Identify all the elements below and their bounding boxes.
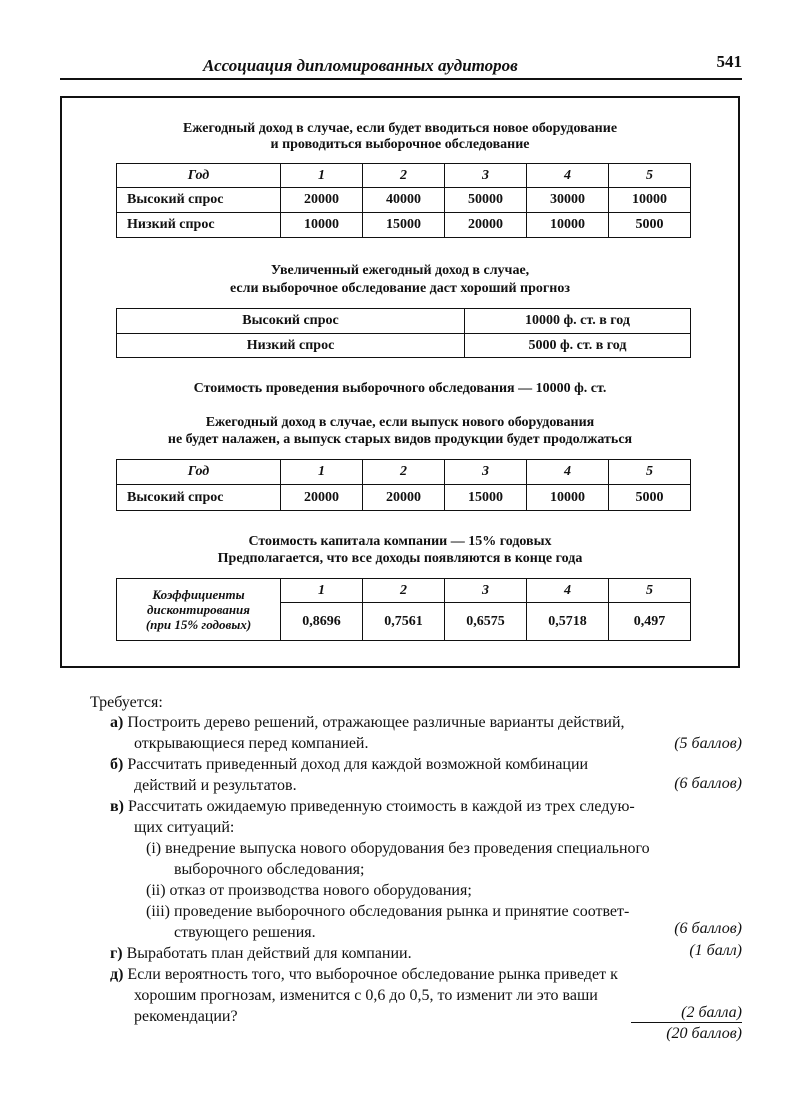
table-cell: 1: [281, 579, 363, 603]
row-label: Низкий спрос: [117, 213, 281, 238]
running-title: Ассоциация дипломированных аудиторов: [203, 56, 518, 75]
table-cell: 20000: [445, 213, 527, 238]
table-cell: 2: [363, 164, 445, 188]
item-g: [110, 945, 412, 963]
subitem-marker: (iii): [146, 903, 170, 920]
table-cell: 10000: [281, 213, 363, 238]
item-marker: д): [110, 966, 124, 983]
item-v-iii-line2: ствующего решения.: [174, 924, 316, 941]
requirements-title: Требуется:: [90, 694, 163, 711]
discount-label-line2: дисконтирования: [147, 602, 250, 617]
table-row: [117, 579, 691, 603]
survey-cost: Стоимость проведения выборочного обследования — 10000 ф. ст.: [193, 381, 607, 396]
table-cell: 0,497: [609, 603, 691, 641]
item-marker: в): [110, 798, 124, 815]
table-cell: 5000 ф. ст. в год: [465, 334, 691, 358]
table-row: [117, 334, 691, 358]
table-cell: 0,6575: [445, 603, 527, 641]
subitem-marker: (i): [146, 840, 162, 857]
table-row: [117, 460, 691, 485]
item-d: [110, 966, 618, 984]
table-cell: 10000 ф. ст. в год: [465, 309, 691, 334]
table-cell: 20000: [281, 188, 363, 213]
table-cell: 40000: [363, 188, 445, 213]
table2-caption-line2: если выборочное обследование даст хороший прогноз: [230, 281, 570, 296]
income-with-survey-table: [116, 163, 691, 238]
table-cell: 5000: [609, 485, 691, 511]
item-v-i-line1: внедрение выпуска нового оборудования без проведения специального: [165, 840, 650, 857]
item-marker: а): [110, 714, 124, 731]
item-b: [110, 756, 588, 774]
table-cell: 20000: [363, 485, 445, 511]
table-cell: 3: [445, 460, 527, 485]
table-cell: 4: [527, 579, 609, 603]
table-cell: 15000: [363, 213, 445, 238]
row-label: Высокий спрос: [117, 309, 465, 334]
table-cell: 15000: [445, 485, 527, 511]
discount-factors-table: [116, 578, 691, 641]
table-cell: 0,5718: [527, 603, 609, 641]
discount-label: [117, 579, 281, 641]
item-d-line2: хорошим прогнозам, изменится с 0,6 до 0,5, то изменит ли это ваши: [134, 987, 598, 1004]
table-row: [117, 188, 691, 213]
income-assumption: Предполагается, что все доходы появляются в конце года: [217, 551, 583, 566]
table-cell: 5: [609, 579, 691, 603]
table-row: [117, 485, 691, 511]
table-cell: 10000: [609, 188, 691, 213]
item-a-line1: Построить дерево решений, отражающее различные варианты действий,: [127, 714, 625, 731]
table-cell: 3: [445, 164, 527, 188]
item-d-line1: Если вероятность того, что выборочное обследование рынка приведет к: [127, 966, 618, 983]
item-v-ii: [146, 882, 472, 900]
table-row: [117, 309, 691, 334]
subitem-marker: (ii): [146, 882, 166, 899]
table-cell: 5000: [609, 213, 691, 238]
table-cell: 10000: [527, 213, 609, 238]
table-cell: 4: [527, 460, 609, 485]
discount-label-line1: Коэффициенты: [152, 587, 245, 602]
item-a-points: (5 баллов): [674, 735, 742, 752]
page-number: 541: [716, 52, 742, 71]
item-b-line1: Рассчитать приведенный доход для каждой возможной комбинации: [127, 756, 589, 773]
discount-label-line3: (при 15% годовых): [145, 617, 252, 632]
table-cell: 5: [609, 460, 691, 485]
table3-caption-line1: Ежегодный доход в случае, если выпуск нового оборудования: [205, 415, 595, 430]
table-cell: 3: [445, 579, 527, 603]
data-frame: [60, 96, 740, 668]
table-cell: 2: [363, 460, 445, 485]
year-header: Год: [117, 164, 281, 188]
item-v-i: [146, 840, 650, 858]
item-a-line2: открывающиеся перед компанией.: [134, 735, 369, 752]
item-b-line2: действий и результатов.: [134, 777, 297, 794]
running-head: [60, 48, 742, 80]
increased-income-table: [116, 308, 691, 358]
item-g-line1: Выработать план действий для компании.: [126, 945, 412, 962]
table-cell: 0,8696: [281, 603, 363, 641]
item-g-points: (1 балл): [689, 942, 742, 959]
table-cell: 1: [281, 460, 363, 485]
income-old-products-table: [116, 459, 691, 511]
capital-cost: Стоимость капитала компании — 15% годовых: [248, 534, 552, 549]
total-points: (20 баллов): [666, 1025, 742, 1042]
table-row: [117, 164, 691, 188]
item-a: [110, 714, 625, 732]
table-cell: 4: [527, 164, 609, 188]
row-label: Низкий спрос: [117, 334, 465, 358]
table-cell: 10000: [527, 485, 609, 511]
table-cell: 5: [609, 164, 691, 188]
item-b-points: (6 баллов): [674, 775, 742, 792]
item-d-line3: рекомендации?: [134, 1008, 238, 1025]
item-v-points: (6 баллов): [674, 920, 742, 937]
table-row: [117, 213, 691, 238]
year-header: Год: [117, 460, 281, 485]
table1-caption-line1: Ежегодный доход в случае, если будет вводиться новое оборудование: [182, 121, 618, 136]
item-v-line2: щих ситуаций:: [134, 819, 235, 836]
item-v: [110, 798, 635, 816]
item-v-line1: Рассчитать ожидаемую приведенную стоимость в каждой из трех следую-: [127, 798, 635, 815]
table3-caption-line2: не будет налажен, а выпуск старых видов продукции будет продолжаться: [167, 432, 633, 447]
table-cell: 0,7561: [363, 603, 445, 641]
item-v-i-line2: выборочного обследования;: [174, 861, 365, 878]
table-cell: 2: [363, 579, 445, 603]
item-marker: г): [110, 945, 123, 962]
row-label: Высокий спрос: [117, 485, 281, 511]
table-cell: 50000: [445, 188, 527, 213]
table1-caption-line2: и проводиться выборочное обследование: [270, 137, 530, 152]
table-cell: 30000: [527, 188, 609, 213]
table2-caption-line1: Увеличенный ежегодный доход в случае,: [270, 263, 530, 278]
row-label: Высокий спрос: [117, 188, 281, 213]
item-marker: б): [110, 756, 124, 773]
table-cell: 1: [281, 164, 363, 188]
item-v-iii: [146, 903, 629, 921]
item-v-iii-line1: проведение выборочного обследования рынка и принятие соответ-: [174, 903, 630, 920]
table-cell: 20000: [281, 485, 363, 511]
item-d-points: (2 балла): [631, 1004, 742, 1023]
item-v-ii-line1: отказ от производства нового оборудования;: [169, 882, 472, 899]
